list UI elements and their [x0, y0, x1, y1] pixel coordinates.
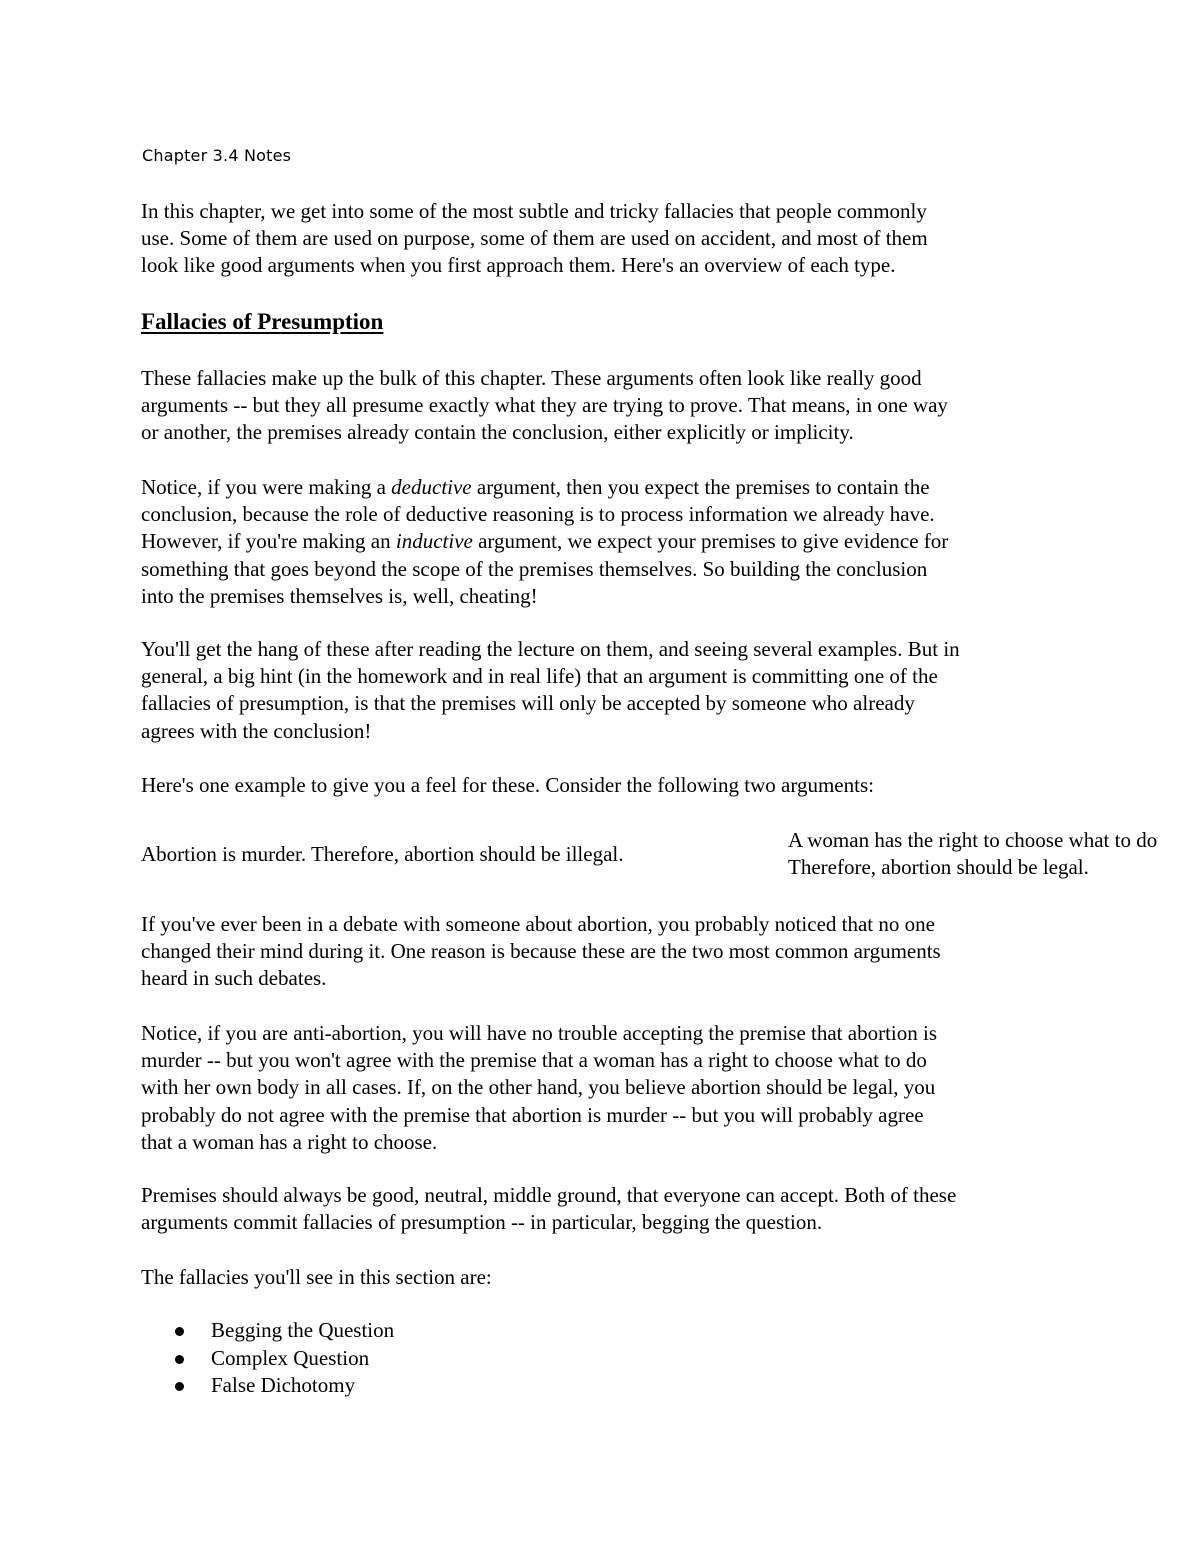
text-line — [141, 528, 1061, 555]
bullet-icon — [175, 1327, 184, 1336]
text-line: If you've ever been in a debate with someone about abortion, you probably noticed that no one — [141, 912, 935, 936]
text-line: arguments -- but they all presume exactly what they are trying to prove. That means, in one way — [141, 393, 948, 418]
fallacy-list — [141, 1317, 394, 1400]
anti-abortion-paragraph — [141, 1020, 1061, 1156]
text-line: Therefore, abortion should be legal. — [788, 855, 1089, 880]
list-item-label: Begging the Question — [211, 1318, 395, 1342]
example-intro-paragraph — [141, 772, 1061, 799]
text-line: Here's one example to give you a feel for these. Consider the following two arguments: — [141, 773, 874, 797]
hang-paragraph — [141, 636, 1061, 745]
list-item — [141, 1317, 394, 1345]
argument-left: Abortion is murder. Therefore, abortion should be illegal. — [141, 842, 624, 866]
debate-paragraph — [141, 911, 1061, 993]
bullet-icon — [175, 1382, 184, 1391]
argument-right — [788, 827, 1157, 881]
text-line — [141, 474, 1061, 501]
text-line: murder -- but you won't agree with the premise that a woman has a right to choose what to do — [141, 1048, 927, 1073]
bulk-paragraph — [141, 365, 1061, 447]
text-line: into the premises themselves is, well, cheating! — [141, 583, 538, 608]
list-item-label: False Dichotomy — [211, 1373, 356, 1397]
text-line: A woman has the right to choose what to do — [788, 828, 1158, 852]
premises-paragraph — [141, 1182, 1061, 1236]
text-run: argument, we expect your premises to give evidence for — [472, 529, 949, 554]
text-line: general, a big hint (in the homework and in real life) that an argument is committing one of the — [141, 664, 938, 689]
text-line: or another, the premises already contain the conclusion, either explicitly or implicity. — [141, 420, 854, 445]
text-line: Premises should always be good, neutral, middle ground, that everyone can accept. Both of these — [141, 1183, 957, 1207]
text-line: These fallacies make up the bulk of this chapter. These arguments often look like really good — [141, 366, 922, 390]
text-line: changed their mind during it. One reason is because these are the two most common arguments — [141, 939, 941, 964]
text-line: with her own body in all cases. If, on the other hand, you believe abortion should be legal, you — [141, 1075, 936, 1100]
text-line: fallacies of presumption, is that the premises will only be accepted by someone who already — [141, 691, 915, 716]
text-line: something that goes beyond the scope of the premises themselves. So building the conclusion — [141, 556, 928, 581]
text-line: use. Some of them are used on purpose, some of them are used on accident, and most of them — [141, 226, 928, 251]
text-line: The fallacies you'll see in this section are: — [141, 1265, 492, 1289]
bullet-icon — [175, 1355, 184, 1364]
chapter-title: Chapter 3.4 Notes — [142, 146, 292, 165]
list-item — [141, 1345, 394, 1373]
text-line: probably do not agree with the premise that abortion is murder -- but you will probably agree — [141, 1102, 924, 1127]
text-line: In this chapter, we get into some of the most subtle and tricky fallacies that people commonly — [141, 199, 927, 223]
italic-term-inductive: inductive — [395, 529, 473, 554]
italic-term-deductive: deductive — [391, 475, 472, 499]
text-line: conclusion, because the role of deductive reasoning is to process information we already have. — [141, 502, 935, 527]
text-run: argument, then you expect the premises to contain the — [471, 475, 930, 499]
section-heading: Fallacies of Presumption — [141, 309, 384, 334]
text-line: arguments commit fallacies of presumption -- in particular, begging the question. — [141, 1210, 823, 1235]
text-line: that a woman has a right to choose. — [141, 1129, 438, 1154]
text-line: agrees with the conclusion! — [141, 718, 372, 743]
intro-paragraph — [141, 198, 1061, 280]
text-line: You'll get the hang of these after reading the lecture on them, and seeing several examples. But in — [141, 637, 960, 661]
text-line: heard in such debates. — [141, 966, 327, 991]
list-item-label: Complex Question — [211, 1345, 370, 1370]
list-item — [141, 1372, 394, 1400]
deductive-inductive-paragraph — [141, 474, 1061, 610]
list-intro-paragraph — [141, 1264, 1061, 1291]
text-run: Notice, if you were making a — [141, 475, 392, 499]
text-line: look like good arguments when you first approach them. Here's an overview of each type. — [141, 253, 896, 278]
text-run: However, if you're making an — [141, 529, 396, 554]
text-line: Notice, if you are anti-abortion, you will have no trouble accepting the premise that abortion is — [141, 1021, 938, 1045]
